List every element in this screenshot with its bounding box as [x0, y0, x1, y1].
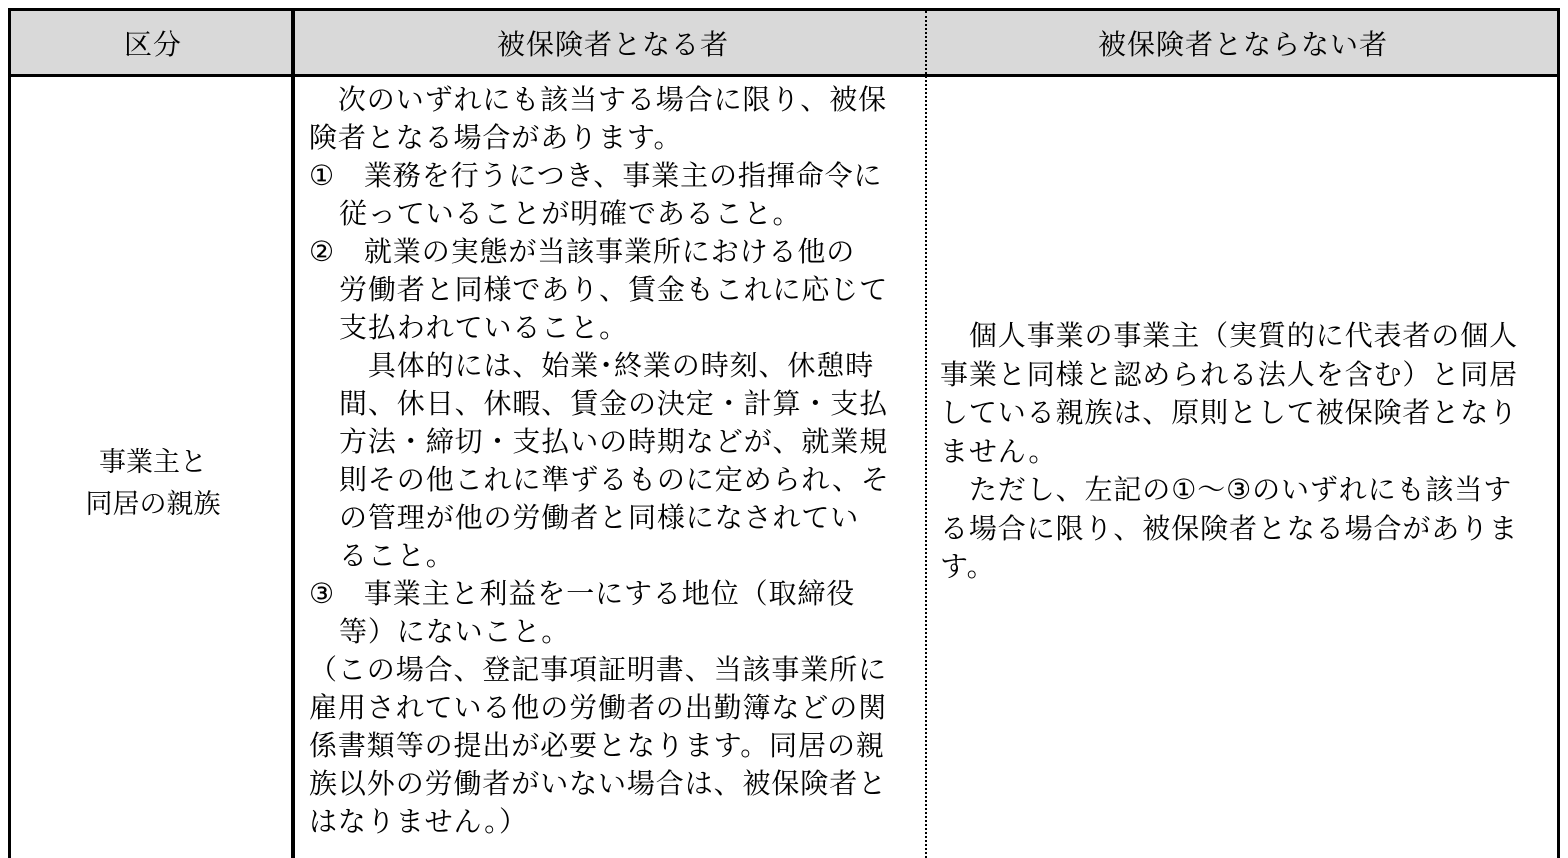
category-line-1: 事業主と [99, 446, 207, 478]
header-not-insured: 被保険者とならない者 [1097, 27, 1388, 61]
insured-line: 次のいずれにも該当する場合に限り、被保 [309, 83, 888, 116]
insured-line: 労働者と同様であり、賃金もこれに応じて [339, 273, 889, 306]
insured-cell [309, 81, 915, 841]
not-insured-cell [940, 317, 1552, 587]
category-cell [11, 77, 295, 858]
insured-line: 支払われていること。 [339, 311, 629, 344]
insured-line: 族以外の労働者がいない場合は、被保険者と [309, 767, 888, 800]
insured-line: ③ 事業主と利益を一にする地位（取締役 [309, 577, 856, 610]
category-line-2: 同居の親族 [85, 488, 221, 520]
insured-line: 則その他これに準ずるものに定められ、そ [339, 463, 890, 496]
insured-line: ること。 [339, 539, 455, 572]
insured-line: 雇用されている他の労働者の出勤簿などの関 [309, 691, 888, 724]
insured-line: 間、休日、休暇、賃金の決定・計算・支払 [339, 387, 889, 420]
insured-line: 等）にないこと。 [339, 615, 571, 648]
not-insured-line: す。 [940, 550, 996, 583]
insured-line: 方法・締切・支払いの時期などが、就業規 [339, 425, 889, 458]
not-insured-line: している親族は、原則として被保険者となり [940, 396, 1519, 429]
insured-line: はなりません。） [309, 805, 528, 838]
insured-line: ① 業務を行うにつき、事業主の指揮命令に [309, 159, 883, 192]
insurance-eligibility-table [8, 8, 1560, 858]
not-insured-line: 個人事業の事業主（実質的に代表者の個人 [940, 319, 1519, 352]
insured-line: 具体的には、始業･終業の時刻、休憩時 [339, 349, 875, 382]
not-insured-line: る場合に限り、被保険者となる場合がありま [940, 511, 1519, 545]
not-insured-line: ただし、左記の①～③のいずれにも該当す [940, 473, 1513, 506]
table-row [11, 77, 1557, 858]
header-insured: 被保険者となる者 [496, 27, 729, 61]
insured-line: 従っていることが明確であること。 [339, 197, 802, 230]
insured-line: ② 就業の実態が当該事業所における他の [309, 235, 856, 268]
insured-line: （この場合、登記事項証明書、当該事業所に [309, 653, 888, 686]
not-insured-line: ません。 [940, 434, 1058, 468]
insured-line: の管理が他の労働者と同様になされてい [339, 501, 860, 534]
header-category: 区分 [123, 27, 182, 61]
insured-line: 険者となる場合があります。 [309, 121, 683, 154]
insured-line: 係書類等の提出が必要となります。同居の親 [309, 729, 885, 762]
not-insured-line: 事業と同様と認められる法人を含む）と同居 [940, 357, 1519, 391]
